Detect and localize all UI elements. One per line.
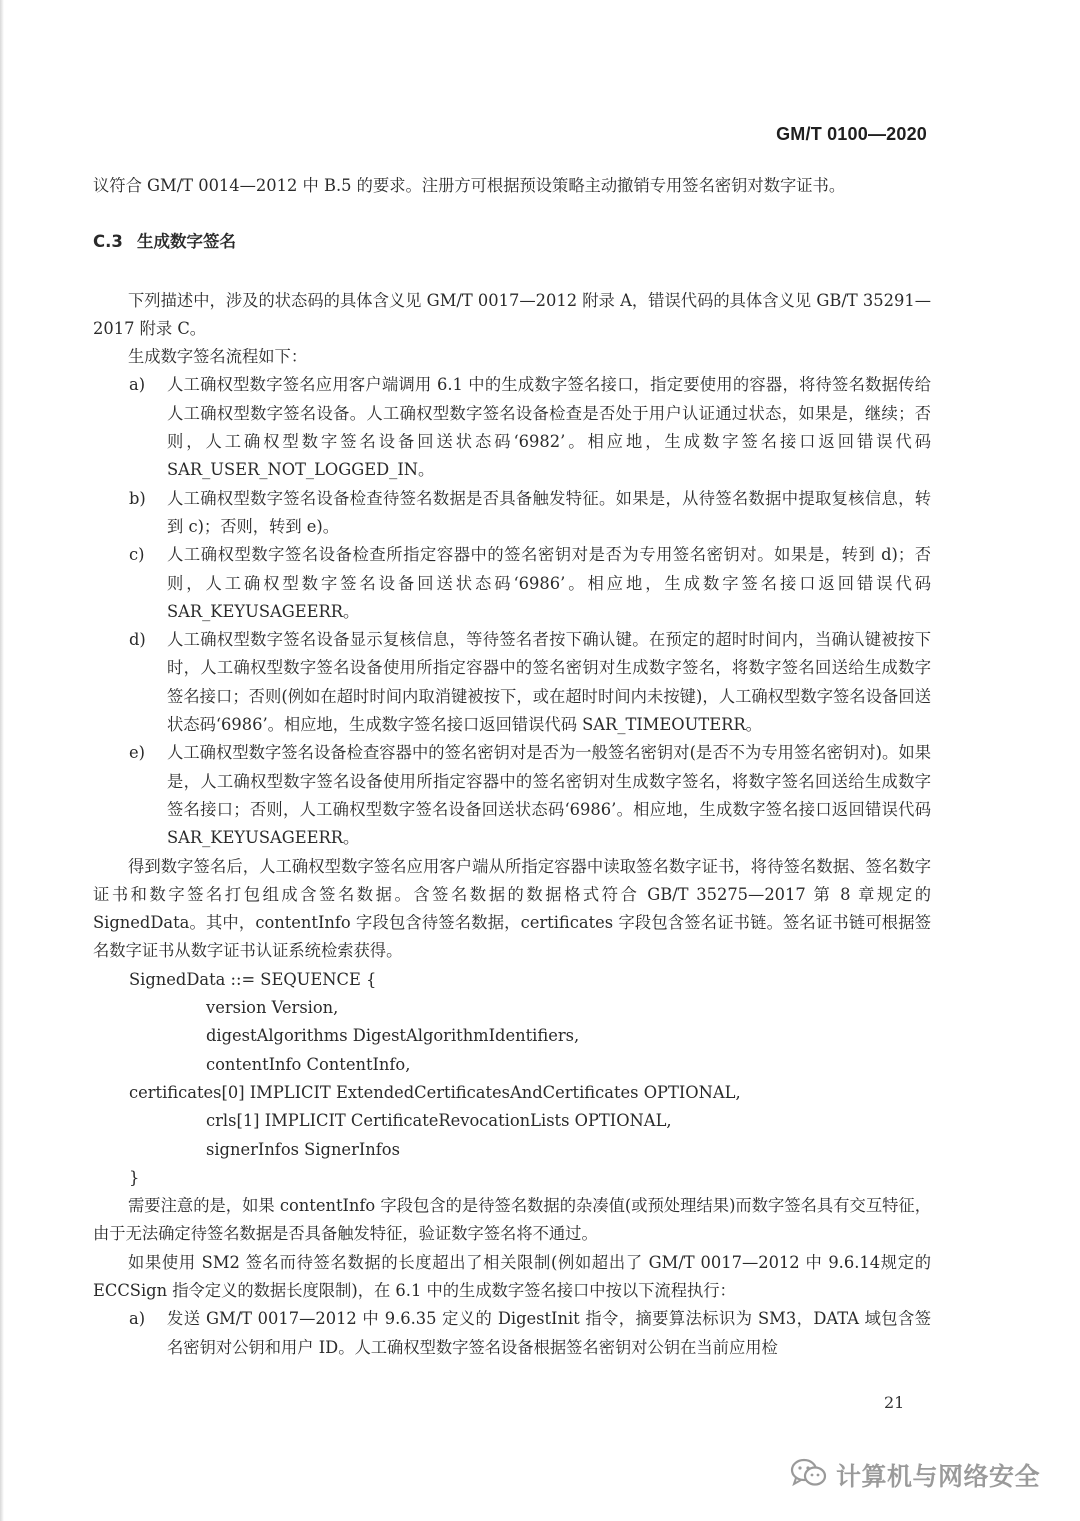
list-item-marker: d) — [129, 630, 146, 650]
wechat-icon — [790, 1457, 828, 1493]
page-edge — [0, 0, 4, 1521]
paragraph-intro: 下列描述中，涉及的状态码的具体含义见 GM/T 0017—2012 附录 A，错误代码的具体含义见 GB/T 35291—2017 附录 C。 — [93, 290, 931, 338]
list-item — [93, 1305, 931, 1362]
list-item — [93, 485, 931, 542]
standard-code: GM/T 0100—2020 — [776, 124, 927, 144]
paragraph-flow-intro: 生成数字签名流程如下： — [128, 347, 308, 367]
list-item — [93, 541, 931, 626]
code-line: SignedData ::= SEQUENCE { — [129, 969, 377, 989]
sm2-steps-list — [93, 1305, 931, 1362]
watermark — [790, 1455, 1040, 1495]
paragraph-continued: 议符合 GM/T 0014—2012 中 B.5 的要求。注册方可根据预设策略主动撤销专用签名密钥对数字证书。 — [93, 176, 846, 195]
section-number: C.3 — [93, 232, 123, 252]
code-line: } — [129, 1167, 140, 1187]
list-item-marker: a) — [129, 375, 146, 395]
code-line: certificates[0] IMPLICIT ExtendedCertificatesAndCertificates OPTIONAL, — [129, 1082, 741, 1102]
list-item-text: 人工确权型数字签名设备显示复核信息，等待签名者按下确认键。在预定的超时时间内，当确认键被按下时，人工确权型数字签名设备使用所指定容器中的签名密钥对生成数字签名，将数字签名回送给生成数字签名接口；否则(例如在超时时间内取消键被按下，或在超时时间内未按键)，人工确权型数字签名设备回送状态码‘6986’。相应地，生成数字签名接口返回错误代码 SAR_TIMEOUTERR。 — [167, 630, 931, 735]
code-line: digestAlgorithms DigestAlgorithmIdentifiers, — [206, 1026, 580, 1046]
list-item-text: 发送 GM/T 0017—2012 中 9.6.35 定义的 DigestInit 指令，摘要算法标识为 SM3，DATA 域包含签名密钥对公钥和用户 ID。人工确权型数字签名设备根据签名密钥对公钥在当前应用检 — [167, 1309, 931, 1357]
asn1-code-block — [93, 966, 931, 1192]
code-line: contentInfo ContentInfo, — [206, 1054, 411, 1074]
steps-list — [93, 371, 931, 852]
section-heading — [93, 228, 931, 256]
list-item-text: 人工确权型数字签名设备检查所指定容器中的签名密钥对是否为专用签名密钥对。如果是，转到 d)；否则，人工确权型数字签名设备回送状态码‘6986’。相应地，生成数字签名接口返回错误代码 SAR_KEYUSAGEERR。 — [167, 545, 931, 621]
section-title: 生成数字签名 — [137, 232, 236, 252]
watermark-text: 计算机与网络安全 — [836, 1462, 1041, 1491]
list-item-text: 人工确权型数字签名设备检查容器中的签名密钥对是否为一般签名密钥对(是否不为专用签名密钥对)。如果是，人工确权型数字签名设备使用所指定容器中的签名密钥对生成数字签名，将数字签名回送给生成数字签名接口；否则，人工确权型数字签名设备回送状态码‘6986’。相应地，生成数字签名接口返回错误代码 SAR_KEYUSAGEERR。 — [167, 743, 931, 848]
list-item — [93, 371, 931, 484]
paragraph-signed-data: 得到数字签名后，人工确权型数字签名应用客户端从所指定容器中读取签名数字证书，将待签名数据、签名数字证书和数字签名打包组成含签名数据。含签名数据的数据格式符合 GB/T 35275—2017 第 8 章规定的 SignedData。其中，contentInfo 字段包含待签名数据，certificates 字段包含签名证书链。签名证书链可根据签名数字证书从数字证书认证系统检索获得。 — [93, 856, 931, 961]
list-item — [93, 739, 931, 852]
list-item — [93, 626, 931, 739]
list-item-marker: e) — [129, 743, 145, 763]
list-item-marker: b) — [129, 488, 146, 508]
list-item-text: 人工确权型数字签名应用客户端调用 6.1 中的生成数字签名接口，指定要使用的容器，将待签名数据传给人工确权型数字签名设备。人工确权型数字签名设备检查是否处于用户认证通过状态，如果是，继续；否则，人工确权型数字签名设备回送状态码‘6982’。相应地，生成数字签名接口返回错误代码 SAR_USER_NOT_LOGGED_IN。 — [167, 375, 931, 480]
paragraph-sm2: 如果使用 SM2 签名而待签名数据的长度超出了相关限制(例如超出了 GM/T 0017—2012 中 9.6.14规定的 ECCSign 指令定义的数据长度限制)，在 6.1 中的生成数字签名接口中按以下流程执行： — [93, 1252, 931, 1300]
document-body — [93, 172, 931, 1362]
list-item-marker: c) — [129, 545, 145, 565]
list-item-marker: a) — [129, 1309, 146, 1329]
paragraph-note: 需要注意的是，如果 contentInfo 字段包含的是待签名数据的杂凑值(或预处理结果)而数字签名具有交互特征，由于无法确定待签名数据是否具备触发特征，验证数字签名将不通过。 — [93, 1196, 931, 1244]
page-number: 21 — [884, 1393, 905, 1412]
code-line: signerInfos SignerInfos — [206, 1139, 400, 1159]
code-line: crls[1] IMPLICIT CertificateRevocationLists OPTIONAL, — [206, 1111, 672, 1131]
list-item-text: 人工确权型数字签名设备检查待签名数据是否具备触发特征。如果是，从待签名数据中提取复核信息，转到 c)；否则，转到 e)。 — [167, 488, 931, 536]
code-line: version Version, — [206, 998, 339, 1018]
